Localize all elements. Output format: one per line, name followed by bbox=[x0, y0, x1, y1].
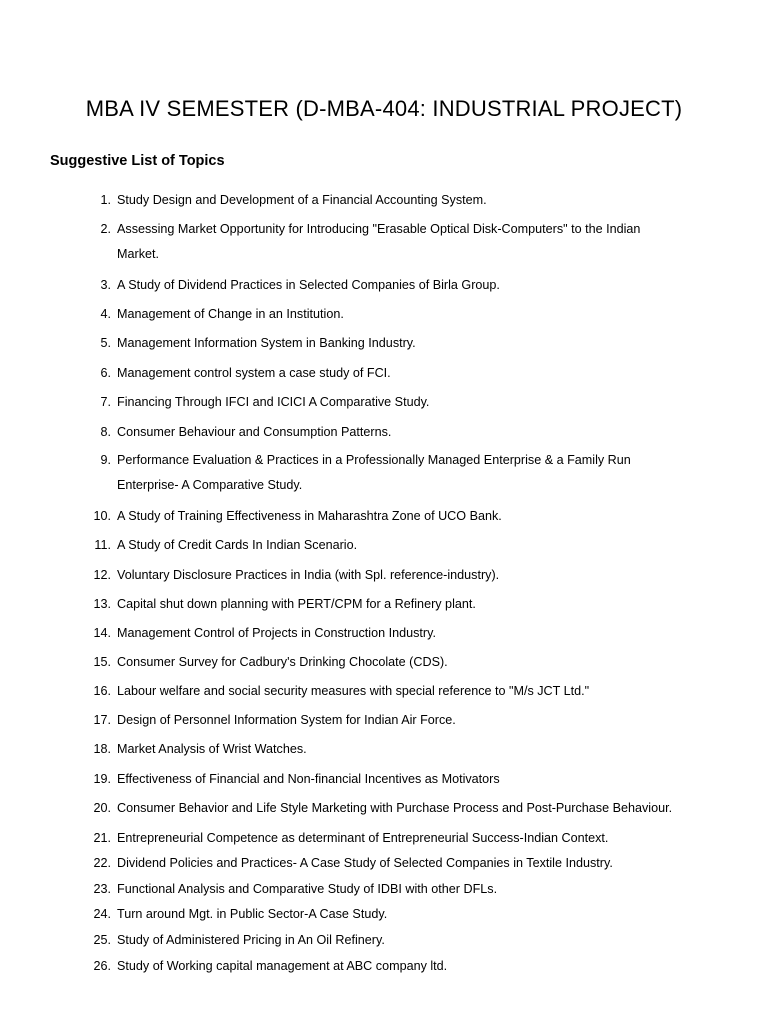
topic-number: 13. bbox=[93, 597, 111, 611]
topic-text: Management Control of Projects in Construction Industry. bbox=[117, 626, 436, 640]
topic-text: Dividend Policies and Practices- A Case Study of Selected Companies in Textile Industry. bbox=[117, 856, 613, 870]
topic-number: 16. bbox=[93, 684, 111, 698]
topic-number: 4. bbox=[100, 307, 111, 321]
topic-text: Study of Working capital management at ABC company ltd. bbox=[117, 959, 448, 973]
topic-number: 26. bbox=[93, 959, 111, 973]
topic-number: 3. bbox=[100, 278, 111, 292]
topic-text: Functional Analysis and Comparative Study of IDBI with other DFLs. bbox=[117, 882, 498, 896]
topic-item bbox=[86, 767, 726, 792]
topic-number: 11. bbox=[94, 538, 111, 552]
topic-text: Market. bbox=[117, 247, 159, 261]
topic-number: 7. bbox=[100, 395, 111, 409]
topic-item bbox=[86, 737, 726, 762]
topic-item bbox=[86, 650, 726, 675]
section-heading: Suggestive List of Topics bbox=[50, 153, 225, 169]
topic-item bbox=[86, 273, 726, 298]
topic-item bbox=[86, 217, 726, 267]
topic-text: Capital shut down planning with PERT/CPM for a Refinery plant. bbox=[117, 597, 476, 611]
page-title: MBA IV SEMESTER (D-MBA-404: INDUSTRIAL PROJECT) bbox=[85, 96, 683, 121]
topic-text: Performance Evaluation & Practices in a Professionally Managed Enterprise & a Family Run bbox=[117, 453, 631, 467]
topic-text: Entrepreneurial Competence as determinant of Entrepreneurial Success-Indian Context. bbox=[117, 831, 609, 845]
topic-number: 5. bbox=[100, 336, 111, 350]
topic-text: Study of Administered Pricing in An Oil Refinery. bbox=[117, 933, 385, 947]
topic-item bbox=[86, 954, 726, 979]
topic-item bbox=[86, 902, 726, 927]
topic-text: Assessing Market Opportunity for Introducing "Erasable Optical Disk-Computers" to the Indian bbox=[117, 222, 641, 236]
topic-number: 24. bbox=[93, 907, 111, 921]
topic-text: A Study of Training Effectiveness in Maharashtra Zone of UCO Bank. bbox=[117, 509, 502, 523]
topic-text: Effectiveness of Financial and Non-financial Incentives as Motivators bbox=[117, 772, 500, 786]
topic-item bbox=[86, 563, 726, 588]
topic-number: 8. bbox=[100, 425, 111, 439]
topic-item bbox=[86, 448, 726, 498]
topic-text: Management Information System in Banking Industry. bbox=[117, 336, 416, 350]
topic-text: Market Analysis of Wrist Watches. bbox=[117, 742, 307, 756]
topic-number: 21. bbox=[93, 831, 111, 845]
topic-text: Management control system a case study of FCI. bbox=[117, 366, 391, 380]
topic-text: A Study of Credit Cards In Indian Scenario. bbox=[117, 538, 358, 552]
topic-text: Voluntary Disclosure Practices in India (with Spl. reference-industry). bbox=[117, 568, 500, 582]
topic-number: 10. bbox=[93, 509, 111, 523]
topic-item bbox=[86, 851, 726, 876]
topic-item bbox=[86, 420, 726, 445]
topic-text: Financing Through IFCI and ICICI A Comparative Study. bbox=[117, 395, 430, 409]
topic-text: Enterprise- A Comparative Study. bbox=[117, 478, 303, 492]
topic-item bbox=[86, 331, 726, 356]
topic-item bbox=[86, 533, 726, 558]
topic-number: 9. bbox=[100, 453, 111, 467]
topic-text: A Study of Dividend Practices in Selected Companies of Birla Group. bbox=[117, 278, 500, 292]
topic-number: 17. bbox=[93, 713, 111, 727]
topic-item bbox=[86, 504, 726, 529]
topic-number: 1. bbox=[100, 193, 111, 207]
topic-number: 22. bbox=[93, 856, 111, 870]
topic-item bbox=[86, 796, 726, 821]
topic-number: 15. bbox=[93, 655, 111, 669]
topic-text: Study Design and Development of a Financial Accounting System. bbox=[117, 193, 487, 207]
topic-text: Consumer Behaviour and Consumption Patterns. bbox=[117, 425, 392, 439]
topic-number: 12. bbox=[93, 568, 111, 582]
topic-number: 25. bbox=[93, 933, 111, 947]
topic-item bbox=[86, 679, 726, 704]
topic-text: Labour welfare and social security measures with special reference to "M/s JCT Ltd." bbox=[117, 684, 590, 698]
topic-text: Management of Change in an Institution. bbox=[117, 307, 344, 321]
topic-item bbox=[86, 361, 726, 386]
topic-item bbox=[86, 826, 726, 851]
topic-item bbox=[86, 708, 726, 733]
topic-text: Design of Personnel Information System for Indian Air Force. bbox=[117, 713, 456, 727]
topic-item bbox=[86, 928, 726, 953]
topic-number: 23. bbox=[93, 882, 111, 896]
topic-item bbox=[86, 592, 726, 617]
topic-item bbox=[86, 877, 726, 902]
topic-text: Turn around Mgt. in Public Sector-A Case Study. bbox=[117, 907, 388, 921]
topic-number: 19. bbox=[93, 772, 111, 786]
topic-number: 14. bbox=[93, 626, 111, 640]
topic-number: 20. bbox=[93, 801, 111, 815]
topic-number: 6. bbox=[100, 366, 111, 380]
topic-text: Consumer Survey for Cadbury's Drinking Chocolate (CDS). bbox=[117, 655, 448, 669]
topic-number: 18. bbox=[93, 742, 111, 756]
topic-item bbox=[86, 188, 726, 213]
topic-item bbox=[86, 621, 726, 646]
topic-text: Consumer Behavior and Life Style Marketing with Purchase Process and Post-Purchase Behaviour. bbox=[117, 801, 673, 815]
topic-number: 2. bbox=[100, 222, 111, 236]
topic-item bbox=[86, 302, 726, 327]
topic-item bbox=[86, 390, 726, 415]
